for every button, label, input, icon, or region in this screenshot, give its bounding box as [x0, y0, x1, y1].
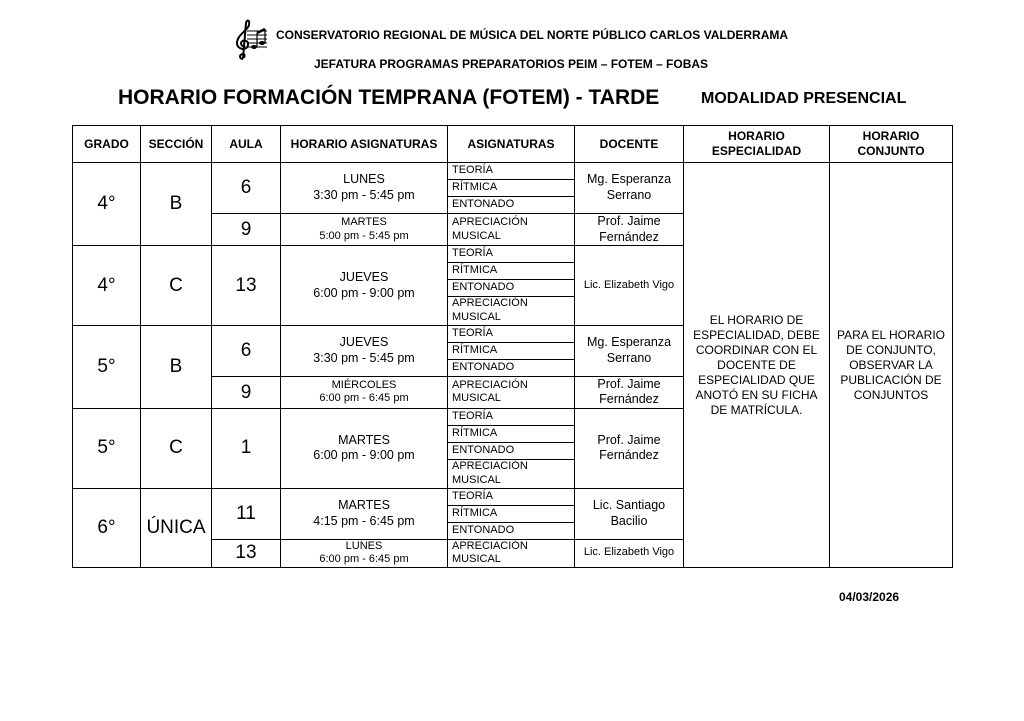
subject-cell: TEORÍA	[448, 325, 575, 342]
subject-cell	[448, 539, 575, 568]
subject-cell: ENTONADO	[448, 359, 575, 376]
seccion-cell: B	[141, 325, 212, 408]
col-header-horario-asignaturas: HORARIO ASIGNATURAS	[281, 126, 448, 163]
time-label: 5:00 pm - 5:45 pm	[319, 229, 409, 242]
time-label: 6:00 pm - 6:45 pm	[319, 553, 409, 566]
day-label: LUNES	[343, 172, 385, 187]
col-header-seccion: SECCIÓN	[141, 126, 212, 163]
day-label: MIÉRCOLES	[331, 378, 397, 391]
grado-cell: 5°	[73, 409, 141, 489]
docente-cell: Mg. Esperanza Serrano	[575, 163, 684, 214]
schedule-table	[72, 125, 953, 568]
grado-cell: 6°	[73, 488, 141, 568]
seccion-cell: B	[141, 163, 212, 246]
docente-cell: Prof. Jaime Fernández	[575, 409, 684, 489]
subject-line: MUSICAL	[452, 229, 501, 242]
seccion-cell: C	[141, 246, 212, 326]
subject-cell	[448, 297, 575, 326]
subject-line: MUSICAL	[452, 392, 501, 405]
col-header-horario-conjunto: HORARIO CONJUNTO	[830, 126, 953, 163]
horario-cell	[281, 539, 448, 568]
subject-cell	[448, 460, 575, 489]
docente-cell: Prof. Jaime Fernández	[575, 214, 684, 246]
subject-line: MUSICAL	[452, 553, 501, 566]
grado-cell: 4°	[73, 163, 141, 246]
docente-cell: Lic. Santiago Bacilio	[575, 488, 684, 539]
horario-cell	[281, 409, 448, 489]
col-header-horario-especialidad: HORARIO ESPECIALIDAD	[684, 126, 830, 163]
table-row	[73, 163, 953, 180]
subject-line: APRECIACIÓN	[452, 215, 528, 228]
horario-cell	[281, 246, 448, 326]
modality-label: MODALIDAD PRESENCIAL	[701, 90, 907, 107]
subject-cell	[448, 376, 575, 408]
institution-name: CONSERVATORIO REGIONAL DE MÚSICA DEL NORTE PÚBLICO CARLOS VALDERRAMA	[276, 28, 789, 42]
day-label: MARTES	[341, 215, 387, 228]
subject-cell: TEORÍA	[448, 163, 575, 180]
col-header-grado: GRADO	[73, 126, 141, 163]
aula-cell: 6	[212, 163, 281, 214]
header-row	[73, 126, 953, 163]
docente-cell: Lic. Elizabeth Vigo	[575, 539, 684, 568]
subject-cell: RÍTMICA	[448, 263, 575, 280]
subject-line: APRECIACIÓN	[452, 460, 528, 472]
horario-cell	[281, 163, 448, 214]
subject-line: MUSICAL	[452, 473, 501, 486]
day-label: MARTES	[338, 432, 390, 447]
subject-cell: TEORÍA	[448, 246, 575, 263]
grado-cell: 4°	[73, 246, 141, 326]
publication-date: 04/03/2026	[839, 590, 900, 604]
subject-cell	[448, 214, 575, 246]
day-label: JUEVES	[339, 269, 389, 284]
col-header-asignaturas: ASIGNATURAS	[448, 126, 575, 163]
time-label: 3:30 pm - 5:45 pm	[313, 188, 415, 202]
horario-cell	[281, 214, 448, 246]
time-label: 4:15 pm - 6:45 pm	[313, 513, 415, 528]
subject-cell: ENTONADO	[448, 280, 575, 297]
aula-cell: 1	[212, 409, 281, 489]
subject-cell: RÍTMICA	[448, 342, 575, 359]
grado-cell: 5°	[73, 325, 141, 408]
time-label: 6:00 pm - 9:00 pm	[313, 285, 415, 300]
subject-line: APRECIACIÓN	[452, 539, 528, 552]
especialidad-note: EL HORARIO DE ESPECIALIDAD, DEBE COORDINAR CON EL DOCENTE DE ESPECIALIDAD QUE ANOTÓ EN SU FICHA DE MATRÍCULA.	[684, 163, 830, 568]
docente-cell: Mg. Esperanza Serrano	[575, 325, 684, 376]
subject-cell: RÍTMICA	[448, 505, 575, 522]
day-label: LUNES	[345, 539, 383, 552]
page-title: HORARIO FORMACIÓN TEMPRANA (FOTEM) - TARDE	[118, 86, 660, 109]
horario-cell	[281, 376, 448, 408]
subject-cell: RÍTMICA	[448, 426, 575, 443]
conjunto-note: PARA EL HORARIO DE CONJUNTO, OBSERVAR LA PUBLICACIÓN DE CONJUNTOS	[830, 163, 953, 568]
time-label: 3:30 pm - 5:45 pm	[313, 350, 415, 365]
treble-clef-logo-icon	[233, 19, 269, 61]
subject-cell: ENTONADO	[448, 443, 575, 460]
seccion-cell: C	[141, 409, 212, 489]
subject-cell: RÍTMICA	[448, 180, 575, 197]
aula-cell: 11	[212, 488, 281, 539]
col-header-aula: AULA	[212, 126, 281, 163]
horario-cell	[281, 488, 448, 539]
aula-cell: 6	[212, 325, 281, 376]
seccion-cell: ÚNICA	[141, 488, 212, 568]
horario-cell	[281, 325, 448, 376]
aula-cell: 13	[212, 246, 281, 326]
subject-cell: ENTONADO	[448, 197, 575, 214]
time-label: 6:00 pm - 6:45 pm	[319, 392, 409, 405]
department-name: JEFATURA PROGRAMAS PREPARATORIOS PEIM – FOTEM – FOBAS	[314, 57, 709, 71]
subject-cell: ENTONADO	[448, 522, 575, 539]
subject-line: APRECIACIÓN	[452, 297, 528, 310]
aula-cell: 13	[212, 539, 281, 568]
time-label: 6:00 pm - 9:00 pm	[313, 448, 415, 463]
docente-cell: Lic. Elizabeth Vigo	[575, 246, 684, 326]
subject-cell: TEORÍA	[448, 409, 575, 426]
aula-cell: 9	[212, 214, 281, 246]
day-label: MARTES	[338, 497, 390, 512]
docente-cell: Prof. Jaime Fernández	[575, 376, 684, 408]
subject-line: APRECIACIÓN	[452, 378, 528, 391]
aula-cell: 9	[212, 376, 281, 408]
col-header-docente: DOCENTE	[575, 126, 684, 163]
subject-line: MUSICAL	[452, 311, 501, 323]
day-label: JUEVES	[339, 335, 389, 350]
subject-cell: TEORÍA	[448, 488, 575, 505]
